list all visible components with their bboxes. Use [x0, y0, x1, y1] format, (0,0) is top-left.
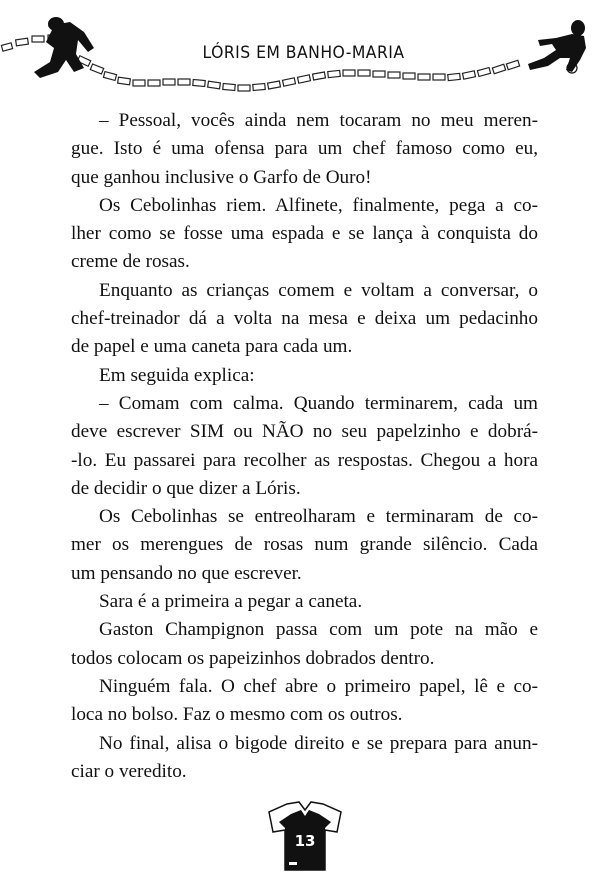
text-line: Os Cebolinhas se entreolharam e terminaram de co-	[99, 506, 538, 528]
text-line: que ganhou inclusive o Garfo de Ouro!	[71, 166, 372, 188]
page-header	[0, 0, 607, 100]
text-line: de decidir o que dizer a Lóris.	[71, 477, 301, 499]
text-line: – Comam com calma. Quando terminarem, cada um	[99, 392, 538, 414]
text-line: loca no bolso. Faz o mesmo com os outros.	[71, 704, 403, 726]
text-line: -lo. Eu passarei para recolher as respostas. Chegou a hora	[71, 449, 538, 471]
body-text	[71, 107, 538, 786]
text-line: deve escrever SIM ou NÃO no seu papelzinho e dobrá-	[71, 421, 538, 443]
text-line: mer os merengues de rosas num grande silêncio. Cada	[71, 534, 538, 556]
text-line: – Pessoal, vocês ainda nem tocaram no meu meren-	[99, 110, 538, 131]
text-line: Ninguém fala. O chef abre o primeiro papel, lê e co-	[99, 675, 538, 697]
text-line: de papel e uma caneta para cada um.	[71, 336, 353, 358]
text-line: Gaston Champignon passa com um pote na mão e	[99, 619, 538, 641]
text-line: Os Cebolinhas riem. Alfinete, finalmente, pega a co-	[99, 194, 538, 216]
text-line: Sara é a primeira a pegar a caneta.	[99, 591, 363, 613]
text-line: No final, alisa o bigode direito e se prepara para anun-	[99, 732, 538, 754]
text-line: um pensando no que escrever.	[71, 562, 302, 584]
text-line: todos colocam os papeizinhos dobrados dentro.	[71, 647, 435, 669]
running-title: LÓRIS EM BANHO-MARIA	[202, 43, 405, 63]
text-line: creme de rosas.	[71, 251, 190, 273]
text-line: gue. Isto é uma ofensa para um chef famoso como eu,	[71, 138, 538, 160]
text-line: Em seguida explica:	[99, 364, 255, 386]
text-line: lher como se fosse uma espada e se lança à conquista do	[71, 223, 538, 245]
page-footer	[265, 800, 345, 875]
text-line: Enquanto as crianças comem e voltam a conversar, o	[99, 279, 538, 301]
text-line: chef-treinador dá a volta na mesa e deixa um pedacinho	[71, 308, 538, 330]
text-line: ciar o veredito.	[71, 760, 187, 782]
page-number: 13	[294, 832, 316, 850]
